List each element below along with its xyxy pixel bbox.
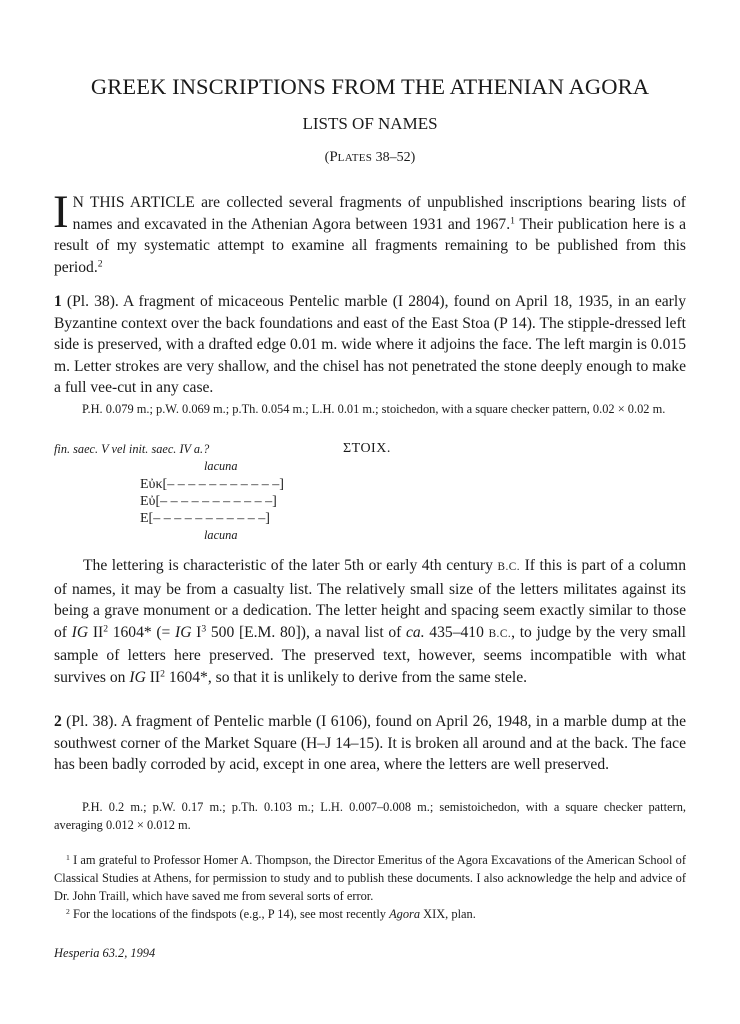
drop-cap: I (53, 186, 69, 238)
circa-abbrev: ca. (406, 623, 425, 641)
entry-2-dimensions: P.H. 0.2 m.; p.W. 0.17 m.; p.Th. 0.103 m.; L.H. 0.007–0.008 m.; semistoichedon, with a square checker pattern, averaging 0.012 × 0.012 m. (54, 800, 686, 832)
entry-2-paragraph (54, 711, 686, 776)
plates-word: LATES (337, 152, 373, 164)
lacuna-top: lacuna (204, 459, 238, 473)
plates-range: 38–52) (372, 150, 416, 165)
epigraph-line-1: Εὐκ[– – – – – – – – – – –] (140, 477, 284, 492)
epigraph-date: fin. saec. V vel init. saec. IV a.? (54, 442, 210, 456)
footnote-1-mark: 1 (66, 852, 70, 862)
plates-open: ( (324, 150, 330, 165)
epigraph-line-3: Ε[– – – – – – – – – – –] (140, 511, 270, 526)
entry-1-dimensions: P.H. 0.079 m.; p.W. 0.069 m.; p.Th. 0.054 m.; L.H. 0.01 m.; stoichedon, with a square checker pattern, 0.02 × 0.02 m. (82, 402, 666, 416)
intro-paragraph (53, 186, 686, 278)
ig-abbrev: IG (71, 623, 89, 641)
discussion-paragraph: The lettering is characteristic of the later 5th or early 4th century B.C. If this is part of a column of names, it may be from a casualty list. The relatively small size of the letters militates against its being a grave monument or a dedication. The letter height and spacing seem exactly similar to those of IG $II^2$ 1604* (= IG $I^3$ 500 [E.M. 80]), a naval list of ca. 435–410 B.C., to judge by the very small sample of letters here preserved. The preserved text, however, seems incompatible with what survives on IG $II^2$ 1604*, so that it is unlikely to derive from the same stele. (54, 557, 686, 686)
lacuna-bottom: lacuna (204, 528, 238, 542)
entry-1-paragraph (54, 291, 686, 399)
bc-abbrev: B.C. (497, 561, 521, 573)
journal-citation: Hesperia 63.2, 1994 (54, 946, 156, 960)
plates-initial: P (329, 149, 338, 165)
entry-2-number: 2 (54, 713, 62, 730)
ig-abbrev: IG (129, 668, 146, 686)
footnote-ref-1: 1 (510, 215, 515, 227)
footnote-2-mark: 2 (66, 906, 70, 916)
entry-1-number: 1 (54, 293, 62, 310)
footnote-1-text: I am grateful to Professor Homer A. Thompson, the Director Emeritus of the Agora Excavations of the American School of Classical Studies at Athens, for permission to study and to publish these documents. I also acknowledge the help and advice of Dr. John Traill, which have saved me from several sorts of error. (54, 853, 686, 903)
bc-abbrev: B.C. (488, 627, 512, 640)
agora-title: Agora (389, 907, 421, 921)
stoichedon-label: ΣΤΟΙΧ. (343, 441, 391, 456)
intro-text-a: N THIS ARTICLE are collected several fragments of unpublished inscriptions bearing lists of names and excavated in the Athenian Agora between 1931 and 1967. (72, 194, 686, 233)
footnote-1 (54, 851, 686, 905)
article-subtitle: LISTS OF NAMES (302, 114, 438, 133)
ig-abbrev: IG (175, 623, 192, 641)
plates-reference (54, 149, 686, 166)
footnote-2: $^2$ For the locations of the findspots (e.g., P 14), see most recently Agora XIX, plan. (66, 906, 476, 921)
footnote-ref-2: 2 (97, 258, 103, 270)
intro-text-b: Their publication here is a result of my systematic attempt to examine all fragments remaining to be published from this period. (54, 215, 686, 276)
epigraph-line-2: Εὐ[– – – – – – – – – – –] (140, 494, 277, 509)
article-title: GREEK INSCRIPTIONS FROM THE ATHENIAN AGORA (90, 74, 650, 99)
entry-2-text: (Pl. 38). A fragment of Pentelic marble (I 6106), found on April 26, 1948, in a marble dump at the southwest corner of the Market Square (H–J 14–15). It is broken all around and at the back. The face has been badly corroded by acid, except in one area, where the letters are well preserved. (54, 713, 686, 774)
entry-1-text: (Pl. 38). A fragment of micaceous Pentelic marble (I 2804), found on April 18, 1935, in an early Byzantine context over the back foundations and east of the East Stoa (P 14). The stipple-dressed left side is preserved, with a drafted edge 0.01 m. wide where it adjoins the face. The left margin is 0.015 m. Letter strokes are very shallow, and the chisel has not penetrated the stone deeply enough to make a full vee-cut in any case. (54, 293, 686, 397)
